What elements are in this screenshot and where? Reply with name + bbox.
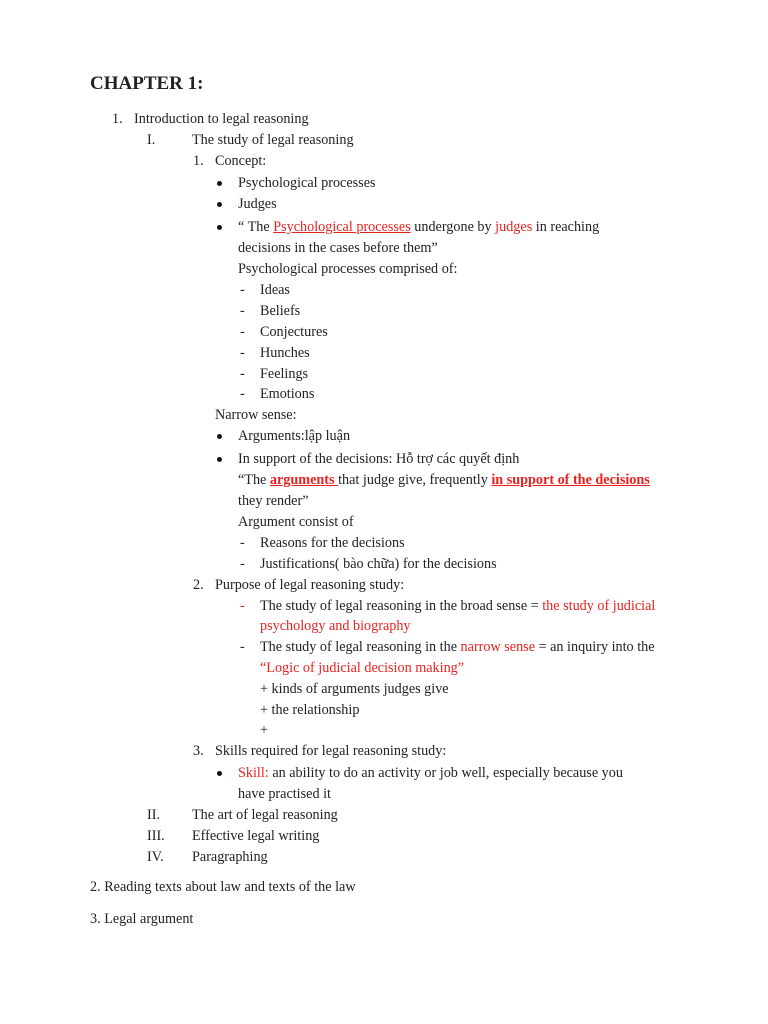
plus-item-3: + bbox=[260, 722, 269, 738]
list-item: Conjectures bbox=[260, 324, 328, 340]
bullet-dot bbox=[217, 457, 222, 462]
quote-middle: undergone by bbox=[410, 219, 496, 235]
bullet-dot bbox=[217, 202, 222, 207]
chapter-title: CHAPTER 1: bbox=[90, 73, 204, 94]
purpose-number: 2. bbox=[193, 577, 204, 593]
quote2-middle: that judge give, frequently bbox=[338, 472, 492, 488]
dash-marker: - bbox=[240, 345, 245, 361]
narrow-bullet-2: In support of the decisions: Hỗ trợ các quyết định bbox=[238, 451, 520, 467]
purpose-item-2-text-end: = an inquiry into the bbox=[535, 639, 655, 655]
quote-term-judges: judges bbox=[495, 219, 533, 235]
list-item: Justifications( bào chữa) for the decisions bbox=[260, 556, 497, 572]
list-item: Hunches bbox=[260, 345, 310, 361]
dash-marker: - bbox=[240, 598, 245, 614]
bullet-dot bbox=[217, 434, 222, 439]
dash-marker: - bbox=[240, 303, 245, 319]
dash-marker: - bbox=[240, 639, 245, 655]
narrow-sense-label: Narrow sense: bbox=[215, 407, 297, 423]
arguments-quote-line-2: they render” bbox=[238, 493, 309, 509]
list-item: Emotions bbox=[260, 386, 315, 402]
argument-consist-label: Argument consist of bbox=[238, 514, 354, 530]
quote2-open: “The bbox=[238, 472, 270, 488]
narrow-bullet-1: Arguments:lập luận bbox=[238, 428, 351, 444]
purpose-item-1-line-1 bbox=[260, 597, 655, 615]
subsection-iii-number: III. bbox=[147, 828, 165, 844]
dash-marker: - bbox=[240, 386, 245, 402]
list-item: Beliefs bbox=[260, 303, 301, 319]
skill-definition-line-2: have practised it bbox=[238, 786, 331, 802]
section-1-title: Introduction to legal reasoning bbox=[134, 111, 309, 127]
quote2-term-in-support: in support of the decisions bbox=[491, 472, 650, 488]
quote-end: in reaching bbox=[532, 219, 600, 235]
bullet-dot bbox=[217, 225, 222, 230]
dash-marker: - bbox=[240, 324, 245, 340]
arguments-quote-line-1 bbox=[238, 471, 650, 489]
skills-label: Skills required for legal reasoning study: bbox=[215, 743, 447, 759]
quote-term-psychological-processes: Psychological processes bbox=[273, 219, 411, 235]
subsection-i-number: I. bbox=[147, 132, 156, 148]
concept-number: 1. bbox=[193, 153, 204, 169]
bullet-dot bbox=[217, 181, 222, 186]
concept-label: Concept: bbox=[215, 153, 267, 169]
dash-marker: - bbox=[240, 282, 245, 298]
subsection-iv-number: IV. bbox=[147, 849, 164, 865]
list-item: Ideas bbox=[260, 282, 290, 298]
subsection-ii-title: The art of legal reasoning bbox=[192, 807, 338, 823]
purpose-item-2-line-1 bbox=[260, 638, 655, 656]
section-2-title: 2. Reading texts about law and texts of the law bbox=[90, 879, 356, 895]
section-1-number: 1. bbox=[112, 111, 123, 127]
subsection-i-title: The study of legal reasoning bbox=[192, 132, 354, 148]
dash-marker: - bbox=[240, 535, 245, 551]
dash-marker: - bbox=[240, 366, 245, 382]
concept-bullet-2: Judges bbox=[238, 196, 277, 212]
bullet-dot bbox=[217, 771, 222, 776]
purpose-item-1-line-2: psychology and biography bbox=[260, 618, 411, 634]
quote-open: “ The bbox=[238, 219, 274, 235]
concept-bullet-1: Psychological processes bbox=[238, 175, 376, 191]
subsection-ii-number: II. bbox=[147, 807, 160, 823]
dash-marker: - bbox=[240, 556, 245, 572]
quote2-term-arguments: arguments bbox=[269, 472, 339, 488]
purpose-item-2-highlight: narrow sense bbox=[460, 639, 536, 655]
purpose-item-1-highlight: the study of judicial bbox=[542, 598, 656, 614]
skill-term: Skill: bbox=[238, 765, 269, 781]
plus-item-1: + kinds of arguments judges give bbox=[260, 681, 449, 697]
plus-item-2: + the relationship bbox=[260, 702, 360, 718]
definition-quote-line-1 bbox=[238, 218, 599, 236]
skill-definition-line-1 bbox=[238, 764, 623, 782]
purpose-label: Purpose of legal reasoning study: bbox=[215, 577, 405, 593]
purpose-item-2-line-2: “Logic of judicial decision making” bbox=[260, 660, 465, 676]
section-3-title: 3. Legal argument bbox=[90, 911, 194, 927]
skills-number: 3. bbox=[193, 743, 204, 759]
list-item: Feelings bbox=[260, 366, 309, 382]
subsection-iii-title: Effective legal writing bbox=[192, 828, 320, 844]
comprised-of-label: Psychological processes comprised of: bbox=[238, 261, 458, 277]
definition-quote-line-2: decisions in the cases before them” bbox=[238, 240, 438, 256]
purpose-item-2-text: The study of legal reasoning in the bbox=[260, 639, 461, 655]
purpose-item-1-text: The study of legal reasoning in the broad sense = bbox=[260, 598, 543, 614]
skill-definition: an ability to do an activity or job well, especially because you bbox=[268, 765, 623, 781]
list-item: Reasons for the decisions bbox=[260, 535, 405, 551]
subsection-iv-title: Paragraphing bbox=[192, 849, 268, 865]
